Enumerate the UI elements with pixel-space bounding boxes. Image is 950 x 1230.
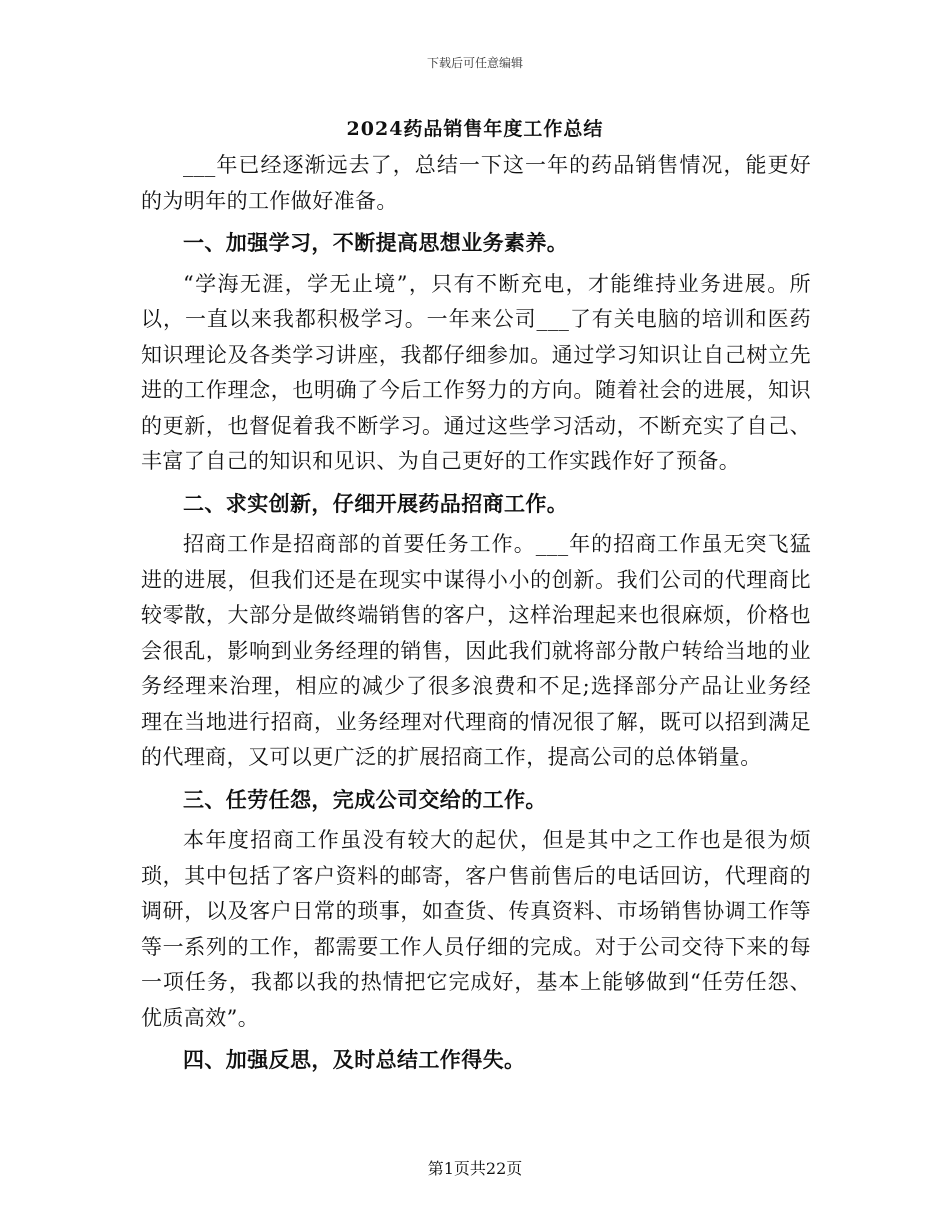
document-body xyxy=(141,148,811,1078)
section-heading-3: 三、任劳任怨，完成公司交给的工作。 xyxy=(183,786,547,812)
intro-paragraph: ___年已经逐渐远去了，总结一下这一年的药品销售情况，能更好的为明年的工作做好准备。 xyxy=(141,153,811,213)
header-note: 下载后可任意编辑 xyxy=(426,56,523,70)
section-body-3: 本年度招商工作虽没有较大的起伏，但是其中之工作也是很为烦琐，其中包括了客户资料的邮寄，客户售前售后的电话回访，代理商的调研，以及客户日常的琐事，如查货、传真资料、市场销售协调工作等等一系列的工作，都需要工作人员仔细的完成。对于公司交待下来的每一项任务，我都以我的热情把它完成好，基本上能够做到“任劳任怨、优质高效”。 xyxy=(141,828,811,1030)
section-body-2: 招商工作是招商部的首要任务工作。___年的招商工作虽无突飞猛进的进展，但我们还是在现实中谋得小小的创新。我们公司的代理商比较零散，大部分是做终端销售的客户，这样治理起来也很麻烦，价格也会很乱，影响到业务经理的销售，因此我们就将部分散户转给当地的业务经理来治理，相应的减少了很多浪费和不足;选择部分产品让业务经理在当地进行招商，业务经理对代理商的情况很了解，既可以招到满足的代理商，又可以更广泛的扩展招商工作，提高公司的总体销量。 xyxy=(141,532,811,769)
section-body-1: “学海无涯，学无止境”，只有不断充电，才能维持业务进展。所以，一直以来我都积极学习。一年来公司___了有关电脑的培训和医药知识理论及各类学习讲座，我都仔细参加。通过学习知识让自己树立先进的工作理念，也明确了今后工作努力的方向。随着社会的进展，知识的更新，也督促着我不断学习。通过这些学习活动，不断充实了自己、丰富了自己的知识和见识、为自己更好的工作实践作好了预备。 xyxy=(141,271,811,473)
section-heading-4: 四、加强反思，及时总结工作得失。 xyxy=(183,1047,526,1072)
section-heading-2: 二、求实创新，仔细开展药品招商工作。 xyxy=(183,490,569,516)
section-heading-1: 一、加强学习，不断提高思想业务素养。 xyxy=(183,230,569,255)
document-title: 2024药品销售年度工作总结 xyxy=(346,118,604,140)
page-footer: 第1页共22页 xyxy=(427,1159,523,1178)
